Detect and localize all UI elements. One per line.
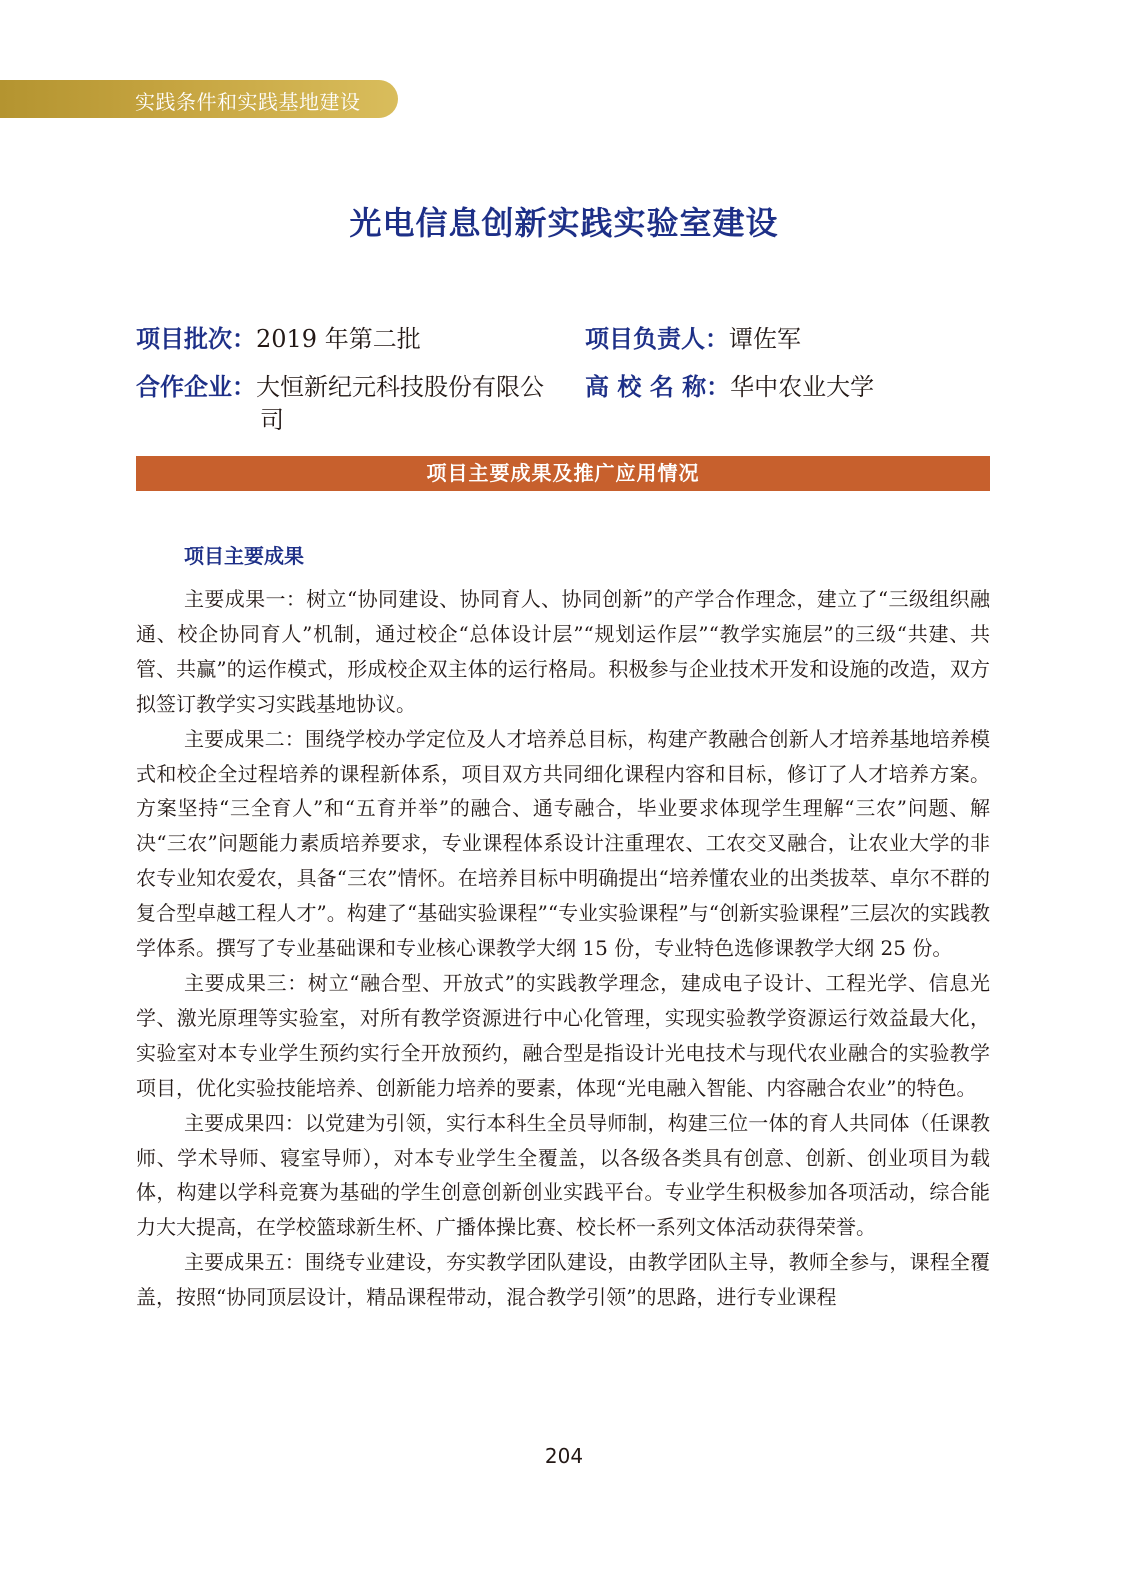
section-title-bar: 项目主要成果及推广应用情况	[136, 456, 990, 491]
paragraph: 主要成果一：树立“协同建设、协同育人、协同创新”的产学合作理念，建立了“三级组织融通、校企协同育人”机制，通过校企“总体设计层”“规划运作层”“教学实施层”的三级“共建、共管、共赢”的运作模式，形成校企双主体的运行格局。积极参与企业技术开发和设施的改造，双方拟签订教学实习实践基地协议。	[136, 587, 990, 716]
school-row	[585, 370, 874, 404]
company-value-line2: 司	[260, 406, 284, 434]
paragraph: 主要成果五：围绕专业建设，夯实教学团队建设，由教学团队主导，教师全参与，课程全覆盖，按照“协同顶层设计，精品课程带动，混合教学引领”的思路，进行专业课程	[136, 1250, 990, 1310]
page-number: 204	[544, 1444, 584, 1468]
leader-label: 项目负责人：	[585, 325, 729, 353]
subheading: 项目主要成果	[184, 544, 304, 568]
batch-row	[136, 322, 421, 356]
school-value: 华中农业大学	[730, 373, 875, 401]
company-value-continued	[260, 403, 284, 437]
body-text	[136, 582, 990, 1315]
page-title: 光电信息创新实践实验室建设	[349, 204, 779, 242]
batch-value: 2019 年第二批	[256, 325, 421, 353]
chapter-label: 实践条件和实践基地建设	[135, 90, 361, 114]
batch-label: 项目批次：	[136, 325, 256, 353]
leader-value: 谭佐军	[729, 325, 801, 353]
paragraph: 主要成果四：以党建为引领，实行本科生全员导师制，构建三位一体的育人共同体（任课教师、学术导师、寝室导师），对本专业学生全覆盖，以各级各类具有创意、创新、创业项目为载体，构建以学科竞赛为基础的学生创意创新创业实践平台。专业学生积极参加各项活动，综合能力大大提高，在学校篮球新生杯、广播体操比赛、校长杯一系列文体活动获得荣誉。	[136, 1110, 990, 1240]
school-label: 高 校 名 称：	[585, 373, 731, 401]
chapter-banner	[0, 80, 398, 118]
leader-row	[585, 322, 801, 356]
company-row	[136, 370, 544, 404]
paragraph: 主要成果二：围绕学校办学定位及人才培养总目标，构建产教融合创新人才培养基地培养模式和校企全过程培养的课程新体系，项目双方共同细化课程内容和目标，修订了人才培养方案。方案坚持“三全育人”和“五育并举”的融合、通专融合，毕业要求体现学生理解“三农”问题、解决“三农”问题能力素质培养要求，专业课程体系设计注重理农、工农交叉融合，让农业大学的非农专业知农爱农，具备“三农”情怀。在培养目标中明确提出“培养懂农业的出类拔萃、卓尔不群的复合型卓越工程人才”。构建了“基础实验课程”“专业实验课程”与“创新实验课程”三层次的实践教学体系。撰写了专业基础课和专业核心课教学大纲 15 份，专业特色选修课教学大纲 25 份。	[136, 726, 990, 961]
paragraph: 主要成果三：树立“融合型、开放式”的实践教学理念，建成电子设计、工程光学、信息光学、激光原理等实验室，对所有教学资源进行中心化管理，实现实验教学资源运行效益最大化，实验室对本专业学生预约实行全开放预约，融合型是指设计光电技术与现代农业融合的实验教学项目，优化实验技能培养、创新能力培养的要素，体现“光电融入智能、内容融合农业”的特色。	[136, 970, 990, 1100]
company-label: 合作企业：	[136, 373, 256, 401]
company-value: 大恒新纪元科技股份有限公	[256, 373, 544, 401]
